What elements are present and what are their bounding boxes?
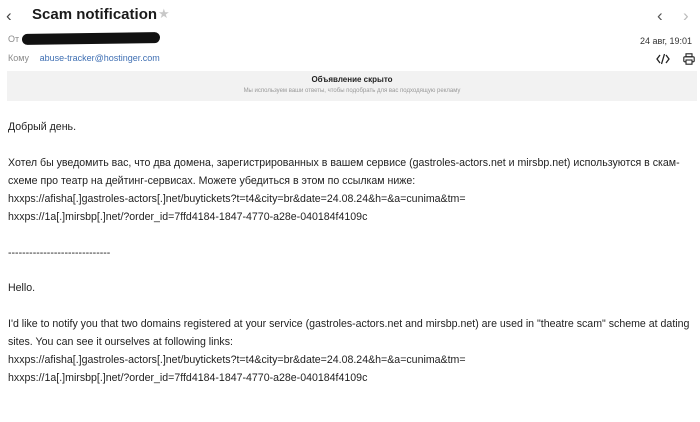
print-icon[interactable] (683, 53, 695, 65)
greeting-russian: Добрый день. (8, 121, 77, 133)
email-subject: Scam notification (32, 6, 158, 23)
email-header (0, 0, 700, 32)
link-mirsbp-1: hxxps://1a[.]mirsbp[.]net/?order_id=7ffd4184-1847-4770-a28e-040184f4109c (8, 211, 368, 223)
paragraph-english: I'd like to notify you that two domains registered at your service (gastroles-actors.net and mirsbp.net) are used in "theatre scam" scheme at dating sites. You can see it ourselves at following links: (8, 318, 690, 348)
back-icon[interactable]: ‹ (6, 6, 12, 25)
email-date: 24 авг, 19:01 (639, 36, 692, 46)
separator-line: ----------------------------- (8, 247, 111, 259)
next-email-icon[interactable]: › (683, 6, 689, 25)
code-icon[interactable] (656, 53, 670, 65)
ad-subtitle: Мы используем ваши ответы, чтобы подобрать для вас подходящую рекламу (243, 88, 461, 94)
link-afisha-2: hxxps://afisha[.]gastroles-actors[.]net/buytickets?t=t4&city=br&date=24.08.24&h=&a=cunima&tm= (8, 354, 466, 366)
recipient-address[interactable]: abuse-tracker@hostinger.com (39, 53, 160, 63)
greeting-english: Hello. (8, 282, 36, 294)
redacted-sender (22, 32, 160, 45)
to-label: Кому (8, 53, 30, 63)
ad-title: Объявление скрыто (311, 75, 393, 84)
recipient-row (8, 53, 160, 63)
hidden-ad-banner (7, 71, 697, 101)
from-label: От (8, 34, 20, 44)
link-mirsbp-2: hxxps://1a[.]mirsbp[.]net/?order_id=7ffd4184-1847-4770-a28e-040184f4109c (8, 372, 368, 384)
paragraph-russian: Хотел бы уведомить вас, что два домена, зарегистрированных в вашем сервисе (gastroles-actors.net и mirsbp.net) используются в скам-схеме про театр на дейтинг-сервисах. Можете убедиться в этом по ссылкам ниже: (8, 157, 680, 187)
star-icon[interactable]: ★ (158, 6, 170, 21)
link-afisha-1: hxxps://afisha[.]gastroles-actors[.]net/buytickets?t=t4&city=br&date=24.08.24&h=&a=cunima&tm= (8, 193, 466, 205)
previous-email-icon[interactable]: ‹ (657, 6, 663, 25)
